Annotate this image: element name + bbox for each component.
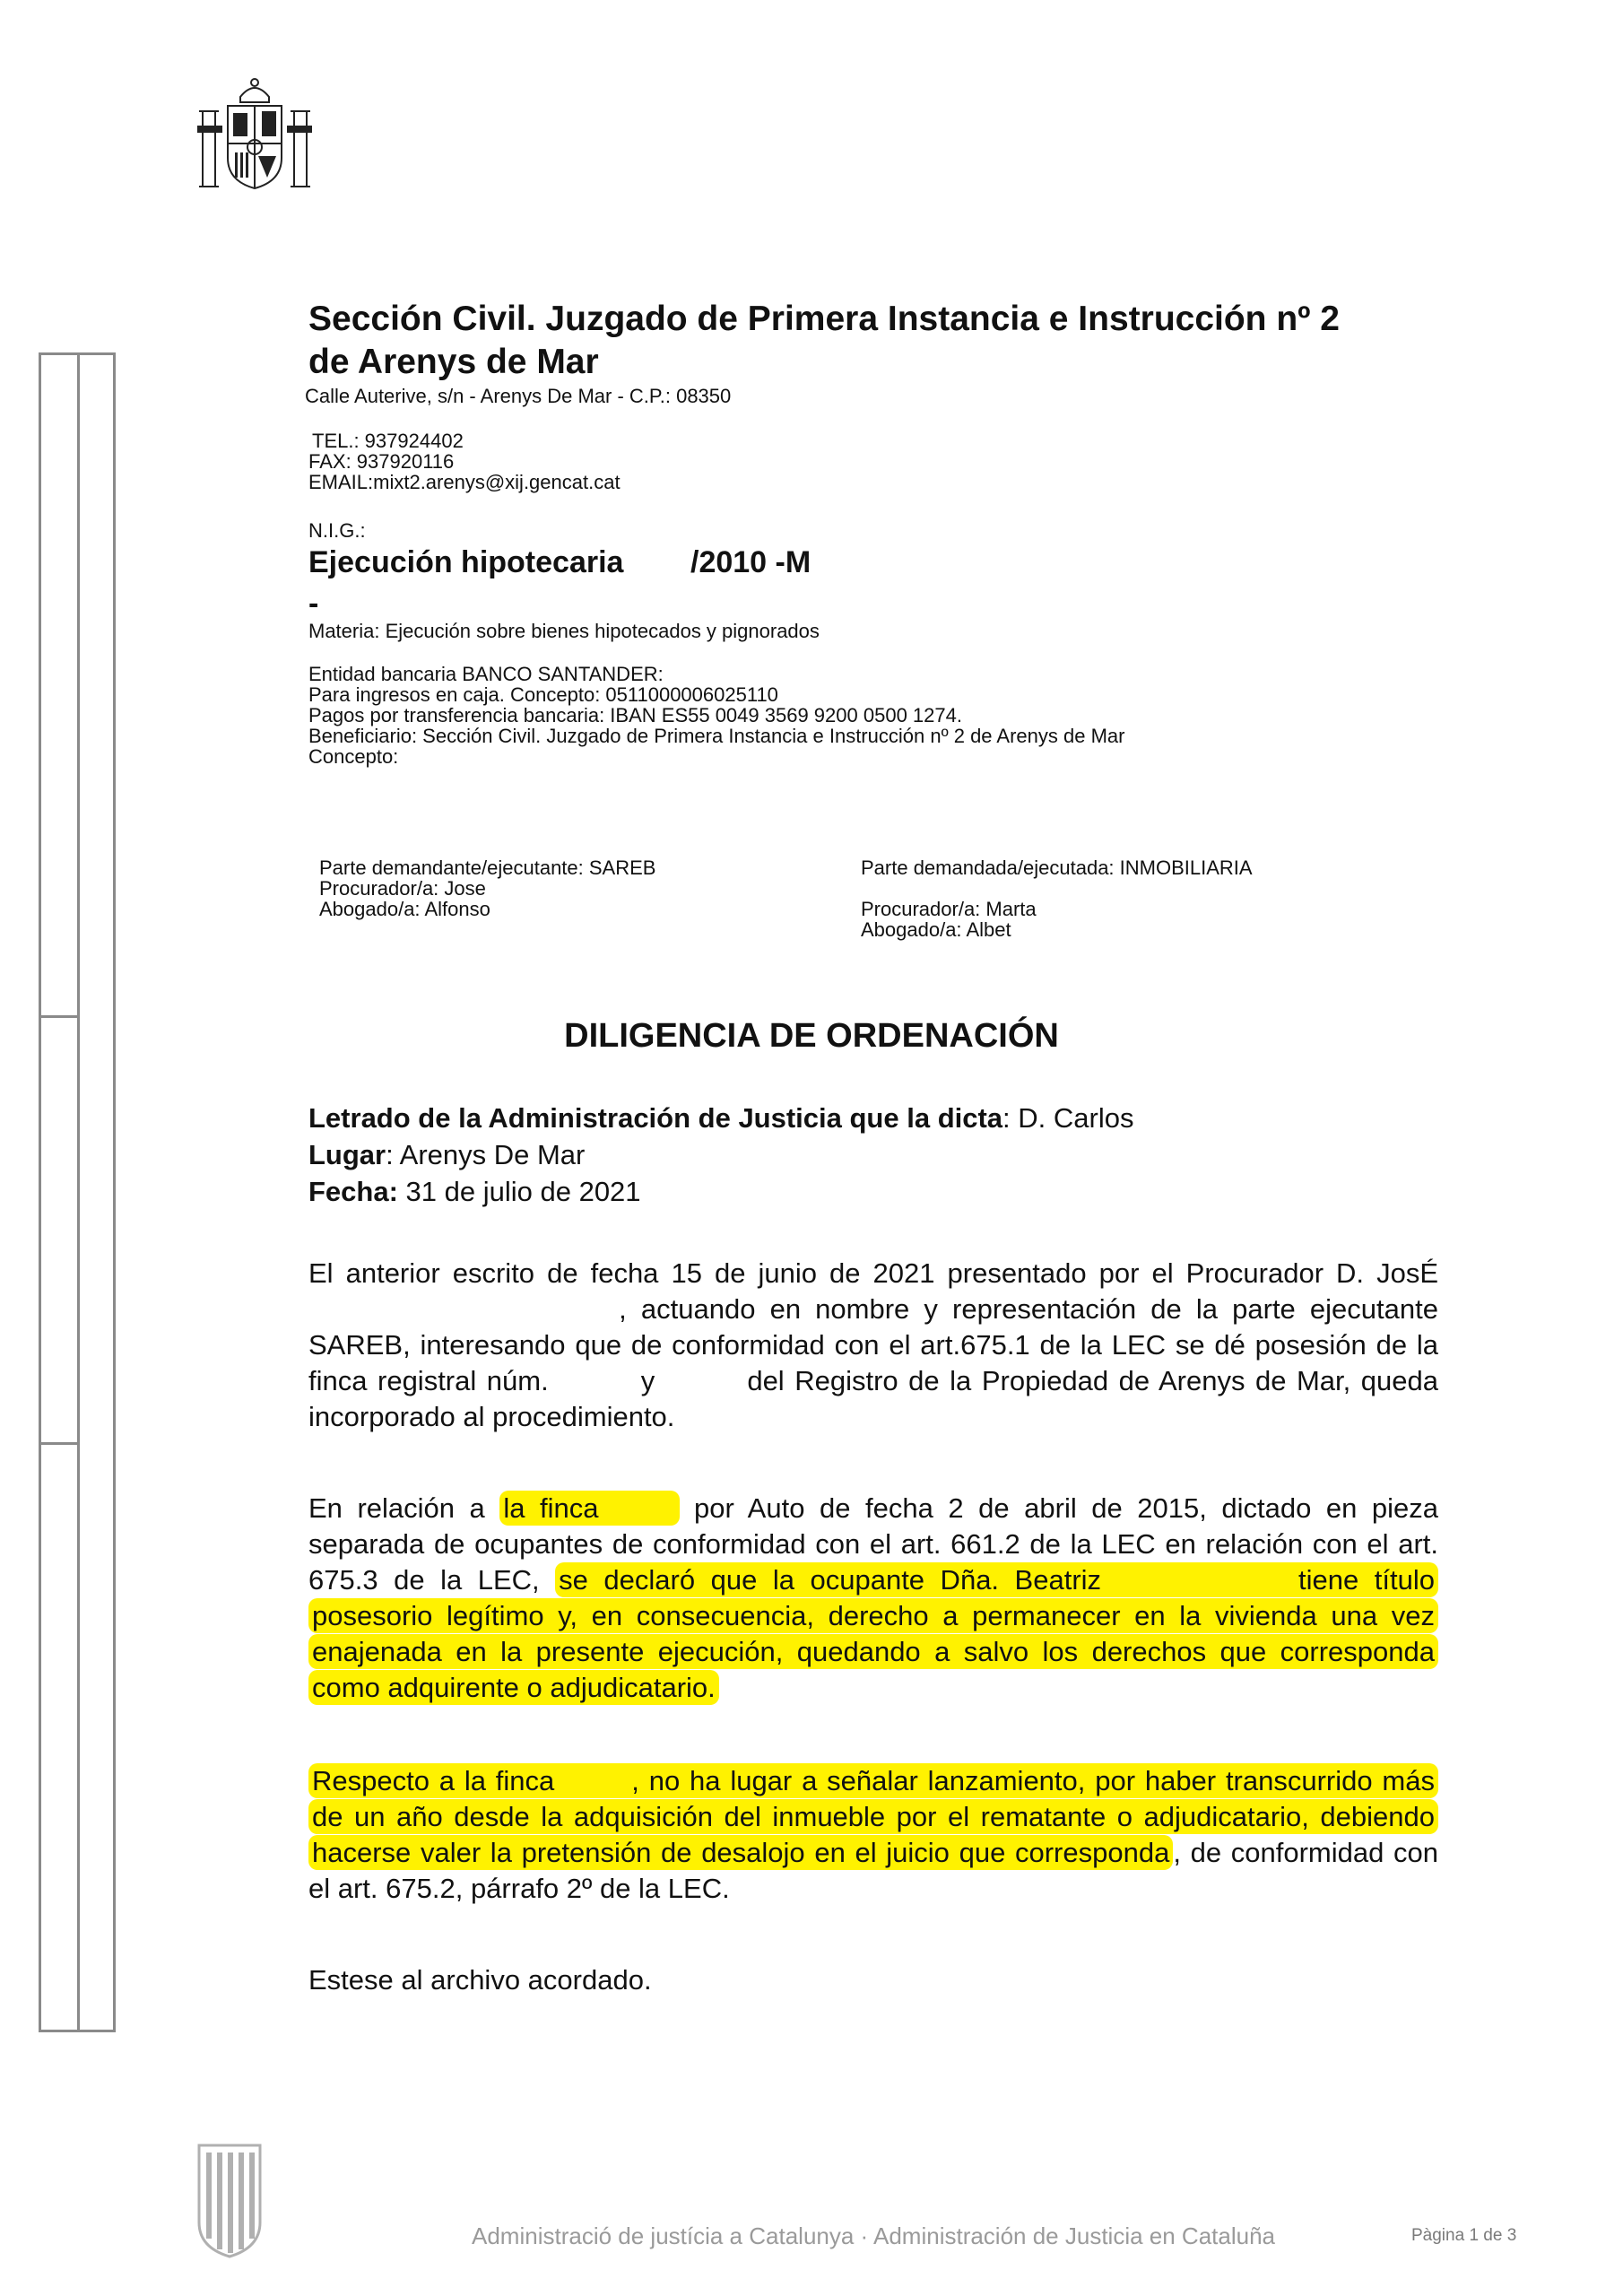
paragraph-1: El anterior escrito de fecha 15 de junio de 2021 presentado por el Procurador D. JosÉ , actuando en nombre y representación de la parte ejecutante SAREB, interesando que de conformidad con el art.675.1 de la LEC se dé posesión de la finca registral núm. y del Registro de la Propiedad de Arenys de Mar, queda incorporado al procedimiento. — [308, 1257, 1438, 1432]
materia: Materia: Ejecución sobre bienes hipotecados y pignorados — [308, 620, 820, 642]
bank-details: Entidad bancaria BANCO SANTANDER: Para ingresos en caja. Concepto: 0511000006025110 Pagos por transferencia bancaria: IBAN ES55 0049 3569 9200 0500 1274. Beneficiario: Sección Civil. Juzgado de Primera Instancia e Instrucción nº 2 de Arenys de Mar Concepto: — [308, 663, 1125, 768]
court-address: Calle Auterive, s/n - Arenys De Mar - C.P.: 08350 — [305, 385, 732, 407]
nig-label: N.I.G.: — [308, 519, 366, 542]
document-meta: Letrado de la Administración de Justicia que la dicta: D. Carlos Lugar: Arenys De Mar Fecha: 31 de julio de 2021 — [308, 1102, 1134, 1207]
court-title: Sección Civil. Juzgado de Primera Instancia e Instrucción nº 2 de Arenys de Mar — [308, 300, 1340, 381]
highlight: la finca — [499, 1491, 679, 1526]
margin-control-box — [39, 352, 116, 2032]
plaintiff-party: Parte demandante/ejecutante: SAREB Procurador/a: Jose Abogado/a: Alfonso — [319, 857, 656, 920]
coat-of-arms-logo — [195, 75, 314, 203]
defendant-party: Parte demandada/ejecutada: INMOBILIARIA Procurador/a: Marta Abogado/a: Albet — [861, 857, 1253, 941]
court-contact: TEL.: 937924402 FAX: 937920116 EMAIL:mixt2.arenys@xij.gencat.cat — [308, 430, 621, 493]
page-number: Pàgina 1 de 3 — [1411, 2226, 1517, 2245]
document-title: DILIGENCIA DE ORDENACIÓN — [564, 1017, 1059, 1055]
generalitat-logo — [195, 2142, 264, 2260]
paragraph-3: Respecto a la finca , no ha lugar a señalar lanzamiento, por haber transcurrido más de un año desde la adquisición del inmueble por el rematante o adjudicatario, debiendo hacerse valer la pretensión de desalojo en el juicio que corresponda , de conformidad con el art. 675.2, párrafo 2º de la LEC. — [308, 1765, 1438, 1904]
paragraph-2: En relación a la finca por Auto de fecha 2 de abril de 2015, dictado en pieza separada de ocupantes de conformidad con el art. 661.2 de la LEC en relación con el art. 675.3 de la LEC, se declaró que la ocupante Dña. Beatriz tiene título posesorio legítimo y, en consecuencia, derecho a permanecer en la vivienda una vez enajenada en la presente ejecución, quedando a salvo los derechos que corresponda como adquirente o adjudicatario. — [308, 1492, 1439, 1703]
highlight: se declaró que la ocupante Dña. Beatriz tiene título posesorio legítimo y, en consecuencia, derecho a permanecer en la vivienda una vez enajenada en la presente ejecución, quedando a salvo los derechos que corresponda como adquirente o adjudicatario. — [308, 1562, 1438, 1705]
procedure-heading: Ejecución hipotecaria /2010 -M — [308, 545, 812, 579]
procedure-dash: - — [308, 587, 319, 621]
footer-text: Administració de justícia a Catalunya · Administración de Justicia en Cataluña — [472, 2222, 1276, 2249]
paragraph-4: Estese al archivo acordado. — [308, 1964, 652, 1996]
highlight: Respecto a la finca , no ha lugar a señalar lanzamiento, por haber transcurrido más de un año desde la adquisición del inmueble por el rematante o adjudicatario, debiendo hacerse valer la pretensión de desalojo en el juicio que corresponda — [308, 1763, 1438, 1870]
